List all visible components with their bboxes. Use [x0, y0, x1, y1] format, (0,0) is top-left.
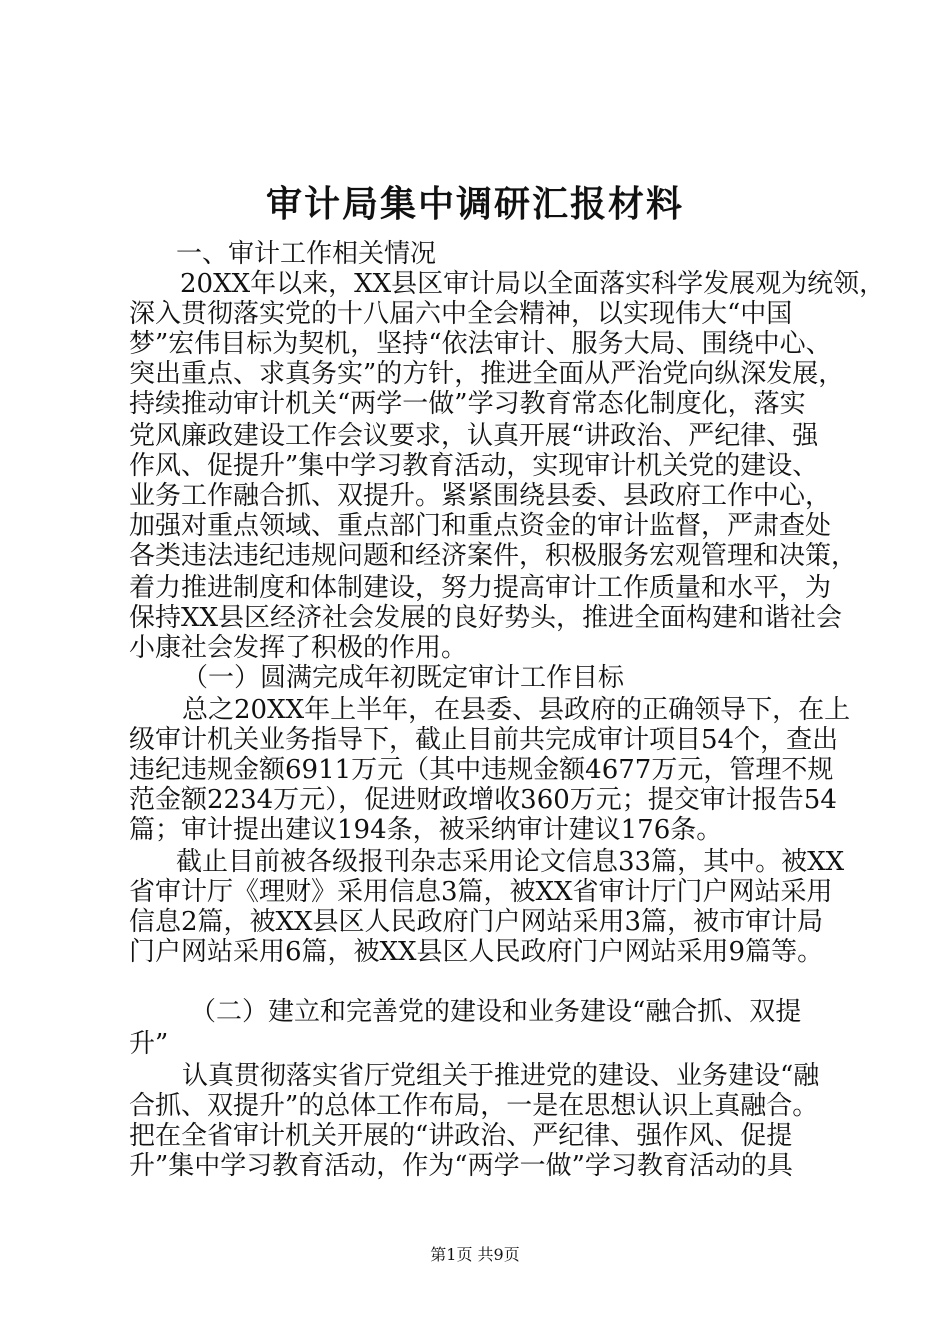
section-heading: 一、审计工作相关情况	[176, 239, 437, 269]
paragraph-line: 保持XX县区经济社会发展的良好势头，推进全面构建和谐社会	[129, 603, 843, 633]
paragraph-line: 把在全省审计机关开展的“讲政治、严纪律、强作风、促提	[129, 1121, 793, 1151]
page-number-footer: 第1页 共9页	[430, 1245, 520, 1264]
paragraph-line: 篇；审计提出建议194条，被采纳审计建议176条。	[129, 815, 723, 845]
paragraph-line: 加强对重点领域、重点部门和重点资金的审计监督，严肃查处	[129, 511, 832, 541]
paragraph-line: 小康社会发挥了积极的作用。	[129, 633, 468, 663]
paragraph-line: 省审计厅《理财》采用信息3篇，被XX省审计厅门户网站采用	[129, 877, 833, 907]
paragraph-line: 门户网站采用6篇，被XX县区人民政府门户网站采用9篇等。	[129, 937, 824, 967]
paragraph-line: 20XX年以来，XX县区审计局以全面落实科学发展观为统领，	[180, 269, 886, 299]
paragraph-line: 合抓、双提升”的总体工作布局，一是在思想认识上真融合。	[129, 1091, 819, 1121]
paragraph-line: 总之20XX年上半年，在县委、县政府的正确领导下，在上	[182, 695, 851, 725]
subsection-heading: （一）圆满完成年初既定审计工作目标	[182, 663, 625, 693]
paragraph-line: 深入贯彻落实党的十八届六中全会精神，以实现伟大“中国	[129, 299, 793, 329]
paragraph-line: 突出重点、求真务实”的方针，推进全面从严治党向纵深发展，	[129, 359, 845, 389]
paragraph-line: 梦”宏伟目标为契机，坚持“依法审计、服务大局、围绕中心、	[129, 329, 832, 359]
paragraph-line: 各类违法违纪违规问题和经济案件，积极服务宏观管理和决策，	[129, 541, 858, 571]
paragraph-line: 范金额2234万元），促进财政增收360万元；提交审计报告54	[129, 785, 837, 815]
paragraph-line: 违纪违规金额6911万元（其中违规金额4677万元，管理不规	[129, 755, 834, 785]
paragraph-line: 持续推动审计机关“两学一做”学习教育常态化制度化，落实	[129, 389, 806, 419]
paragraph-line: 升”集中学习教育活动，作为“两学一做”学习教育活动的具	[129, 1151, 793, 1181]
paragraph-line: 党风廉政建设工作会议要求，认真开展“讲政治、严纪律、强	[129, 421, 819, 451]
paragraph-line: 认真贯彻落实省厅党组关于推进党的建设、业务建设“融	[182, 1061, 820, 1091]
paragraph-line: 业务工作融合抓、双提升。紧紧围绕县委、县政府工作中心，	[129, 481, 832, 511]
document-title: 审计局集中调研汇报材料	[265, 183, 684, 225]
paragraph-line: 截止目前被各级报刊杂志采用论文信息33篇，其中。被XX	[176, 847, 845, 877]
paragraph-line: 作风、促提升”集中学习教育活动，实现审计机关党的建设、	[129, 451, 819, 481]
paragraph-line: 级审计机关业务指导下，截止目前共完成审计项目54个，查出	[129, 725, 839, 755]
subsection-heading: （二）建立和完善党的建设和业务建设“融合抓、双提	[190, 997, 802, 1027]
paragraph-line: 着力推进制度和体制建设，努力提高审计工作质量和水平，为	[129, 573, 832, 603]
paragraph-line: 信息2篇，被XX县区人民政府门户网站采用3篇，被市审计局	[129, 907, 824, 937]
subsection-heading-continued: 升”	[129, 1029, 169, 1059]
